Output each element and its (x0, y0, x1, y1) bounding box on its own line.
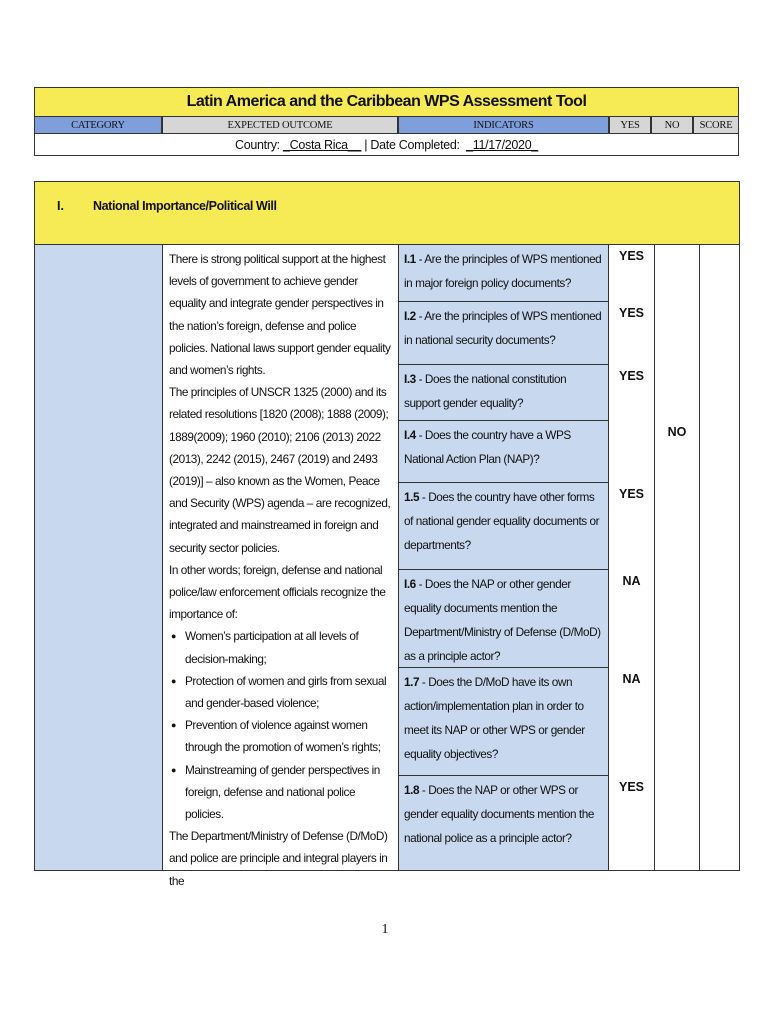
date-value: _11/17/2020_ (466, 137, 539, 152)
yes-cell: YES (609, 776, 655, 870)
assessment-table (34, 245, 740, 888)
outcome-paragraph: The Department/Ministry of Defense (D/MoD) and police are principle and integral players in the (169, 829, 388, 888)
indicator-row (399, 776, 741, 870)
indicator-text: - Are the principles of WPS mentioned in national security documents? (404, 309, 602, 347)
column-header-row (34, 117, 739, 134)
score-cell (700, 245, 741, 302)
outcome-bullet: ● Mainstreaming of gender perspectives in foreign, defense and national police policies. (185, 759, 392, 826)
no-cell (655, 776, 700, 870)
date-label: | Date Completed: (364, 137, 460, 152)
indicator-id: I.4 (404, 428, 416, 442)
column-header-score: SCORE (693, 117, 739, 134)
section-header (34, 181, 740, 245)
score-cell (700, 302, 741, 365)
indicator-text: - Are the principles of WPS mentioned in major foreign policy documents? (404, 252, 602, 290)
section-title: National Importance/Political Will (93, 199, 277, 213)
score-cell (700, 365, 741, 421)
column-header-no: NO (651, 117, 693, 134)
indicator-id: I.2 (404, 309, 416, 323)
outcome-bullet: ● Protection of women and girls from sexual and gender-based violence; (185, 670, 392, 714)
indicator-row (399, 421, 741, 483)
indicator-row (399, 365, 741, 421)
yes-cell: NA (609, 668, 655, 776)
indicator-id: 1.5 (404, 490, 420, 504)
indicator-cell (399, 421, 609, 483)
country-value: _Costa Rica__ (283, 137, 362, 152)
indicator-id: 1.7 (404, 675, 420, 689)
indicator-text: - Does the country have a WPS National Action Plan (NAP)? (404, 428, 571, 466)
indicator-id: I.6 (404, 577, 416, 591)
yes-cell (609, 421, 655, 483)
category-cell (35, 245, 163, 870)
page-title: Latin America and the Caribbean WPS Assessment Tool (34, 87, 739, 117)
column-header-indicators: INDICATORS (398, 117, 609, 134)
indicator-id: I.3 (404, 372, 416, 386)
no-cell (655, 365, 700, 421)
score-cell (700, 776, 741, 870)
indicator-cell (399, 245, 609, 302)
score-cell (700, 483, 741, 570)
indicator-cell (399, 483, 609, 570)
no-cell (655, 668, 700, 776)
no-cell: NO (655, 421, 700, 483)
outcome-bullet: ● Women’s participation at all levels of decision-making; (185, 625, 392, 669)
outcome-paragraph: There is strong political support at the highest levels of government to achieve gender equality and integrate gender perspectives in the nation’s foreign, defense and police policies. National laws support gender equality and women’s rights. (169, 252, 391, 378)
no-cell (655, 570, 700, 668)
indicator-row (399, 245, 741, 302)
outcome-paragraph: In other words; foreign, defense and national police/law enforcement officials recognize the importance of: (169, 562, 386, 622)
indicator-text: - Does the country have other forms of national gender equality documents or departments? (404, 490, 600, 552)
column-header-yes: YES (609, 117, 651, 134)
indicator-row (399, 570, 741, 668)
indicator-row (399, 302, 741, 365)
indicator-text: - Does the D/MoD have its own action/implementation plan in order to meet its NAP or other WPS or gender equality objectives? (404, 675, 585, 761)
outcome-paragraph: The principles of UNSCR 1325 (2000) and its related resolutions [1820 (2008); 1888 (2009); 1889(2009); 1960 (2010); 2106 (2013) 2022 (2013), 2242 (2015), 2467 (2019) and 2493 (2019)] – also known as the Women, Peace and Security (WPS) agenda – are recognized, integrated and mainstreamed in foreign and security sector policies. (169, 385, 391, 555)
indicator-cell (399, 365, 609, 421)
yes-cell: YES (609, 302, 655, 365)
section-number: I. (57, 199, 64, 213)
yes-cell: YES (609, 365, 655, 421)
country-label: Country: (234, 137, 280, 152)
indicator-cell (399, 776, 609, 870)
score-cell (700, 668, 741, 776)
indicator-id: 1.8 (404, 783, 420, 797)
indicator-row (399, 668, 741, 776)
indicator-text: - Does the NAP or other gender equality documents mention the Department/Ministry of Defense (D/MoD) as a principle actor? (404, 577, 601, 663)
indicator-cell (399, 302, 609, 365)
indicator-cell (399, 668, 609, 776)
expected-outcome-cell (163, 245, 399, 888)
indicator-text: - Does the NAP or other WPS or gender equality documents mention the national police as a principle actor? (404, 783, 594, 845)
yes-cell: YES (609, 483, 655, 570)
no-cell (655, 483, 700, 570)
indicator-cell (399, 570, 609, 668)
country-date-line (34, 134, 739, 156)
indicator-text: - Does the national constitution support gender equality? (404, 372, 567, 410)
outcome-bullet: ● Prevention of violence against women through the promotion of women’s rights; (185, 714, 392, 758)
yes-cell: YES (609, 245, 655, 302)
score-cell (700, 421, 741, 483)
column-header-expected-outcome: EXPECTED OUTCOME (162, 117, 398, 134)
no-cell (655, 302, 700, 365)
page-number: 1 (381, 922, 389, 937)
column-header-category: CATEGORY (34, 117, 162, 134)
indicator-id: I.1 (404, 252, 416, 266)
outcome-bullet-list (169, 625, 392, 825)
no-cell (655, 245, 700, 302)
score-cell (700, 570, 741, 668)
yes-cell: NA (609, 570, 655, 668)
indicator-row (399, 483, 741, 570)
